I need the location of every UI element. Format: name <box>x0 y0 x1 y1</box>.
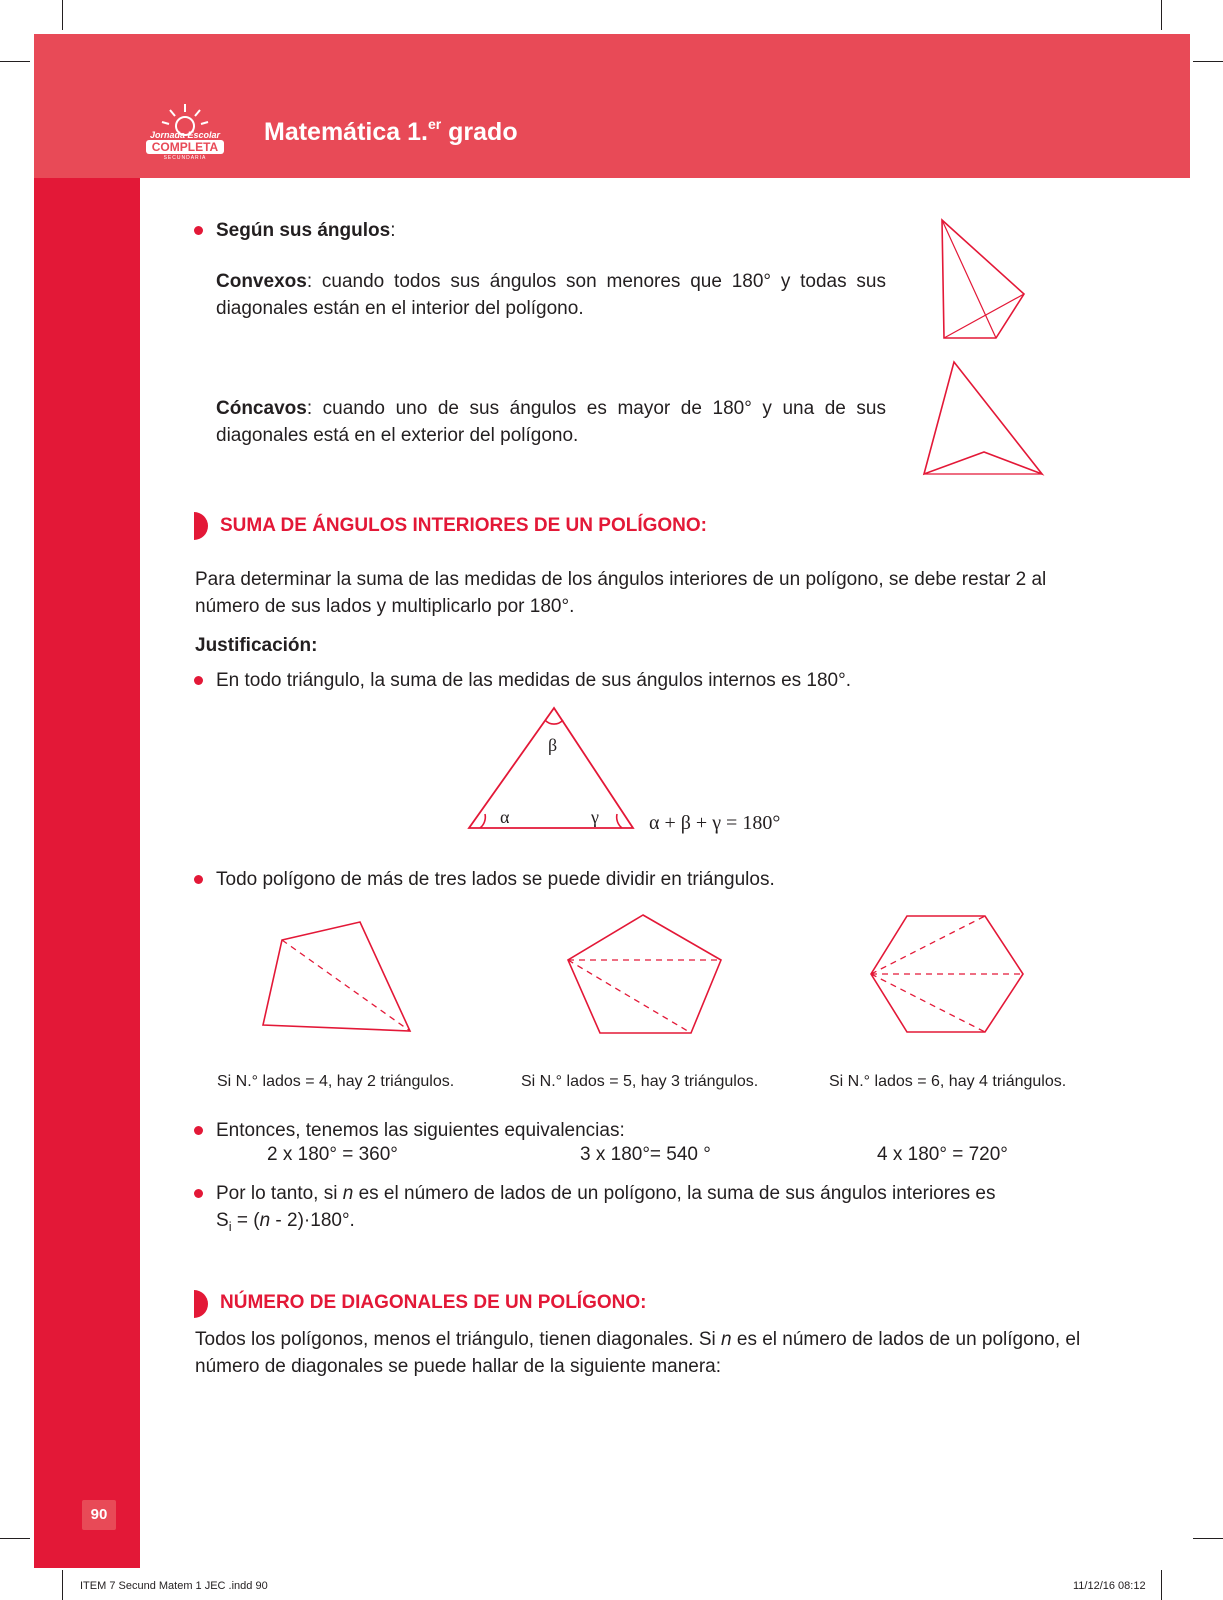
crop-mark <box>1161 1570 1162 1600</box>
triangle-equation: α + β + γ = 180° <box>649 812 781 834</box>
triangle-label-gamma: γ <box>591 807 599 827</box>
angles-heading <box>216 217 395 244</box>
crop-mark <box>1193 1538 1223 1539</box>
convexos-paragraph <box>216 268 886 322</box>
bullet-polygon-divide: Todo polígono de más de tres lados se puede dividir en triángulos. <box>216 866 775 893</box>
bullet-triangle: En todo triángulo, la suma de las medidas de sus ángulos internos es 180°. <box>216 667 851 694</box>
bullet-equivalences: Entonces, tenemos las siguientes equivalencias: <box>216 1117 625 1144</box>
formula-s: S <box>216 1210 229 1231</box>
file-slug: ITEM 7 Secund Matem 1 JEC .indd 90 <box>80 1580 268 1592</box>
section-marker <box>194 1290 208 1318</box>
hexagon-figure <box>875 914 1025 1039</box>
logo-line1: Jornada Escolar <box>149 130 221 140</box>
convexos-label: Convexos <box>216 271 307 292</box>
page-title <box>264 118 518 147</box>
angles-heading-bold: Según sus ángulos <box>216 220 391 241</box>
title-superscript: er <box>427 116 442 132</box>
equivalence-5: 3 x 180°= 540 ° <box>580 1144 711 1165</box>
diagonales-section-title: NÚMERO DE DIAGONALES DE UN POLÍGONO: <box>220 1292 647 1313</box>
diagonales-text <box>195 1326 1095 1380</box>
formula-intro-n: n <box>342 1183 354 1204</box>
logo <box>142 98 228 164</box>
diagonales-text-pre: Todos los polígonos, menos el triángulo, tienen diagonales. Si <box>195 1329 722 1350</box>
crop-mark <box>62 0 63 30</box>
bullet-sum-formula <box>216 1180 1046 1207</box>
diagonales-text-n: n <box>721 1329 732 1350</box>
caption-pentagon: Si N.° lados = 5, hay 3 triángulos. <box>521 1073 759 1090</box>
section-marker <box>194 512 208 540</box>
crop-mark <box>0 1538 30 1539</box>
formula-eq: = ( <box>231 1210 260 1231</box>
suma-intro: Para determinar la suma de las medidas de los ángulos interiores de un polígono, se debe restar 2 al número de sus lados y multiplicarlo por 180°. <box>195 569 1047 617</box>
crop-mark <box>1161 0 1162 30</box>
equivalence-6: 4 x 180° = 720° <box>877 1144 1008 1165</box>
triangle-label-alpha: α <box>500 807 510 827</box>
formula-n: n <box>259 1210 271 1231</box>
pentagon-figure <box>564 913 729 1038</box>
justificacion-label: Justificación: <box>195 635 318 656</box>
concave-quadrilateral-figure <box>920 360 1045 480</box>
suma-section-title: SUMA DE ÁNGULOS INTERIORES DE UN POLÍGONO: <box>220 515 707 536</box>
formula-rest: - 2)·180°. <box>270 1210 355 1231</box>
caption-hexagon: Si N.° lados = 6, hay 4 triángulos. <box>829 1073 1067 1090</box>
concavos-paragraph <box>216 395 886 449</box>
crop-mark <box>0 61 30 62</box>
page-number: 90 <box>82 1500 116 1530</box>
title-end: grado <box>441 118 518 146</box>
sum-formula <box>216 1207 355 1240</box>
formula-sub: i <box>228 1218 232 1234</box>
date-slug: 11/12/16 08:12 <box>1073 1580 1146 1592</box>
page-sidebar <box>34 178 140 1568</box>
angles-heading-colon: : <box>390 220 396 241</box>
formula-intro-post: es el número de lados de un polígono, la suma de sus ángulos interiores es <box>353 1183 996 1204</box>
title-main: Matemática 1. <box>264 118 428 146</box>
concavos-text: : cuando uno de sus ángulos es mayor de 180° y una de sus diagonales está en el exterior del polígono. <box>216 398 886 446</box>
caption-quadrilateral: Si N.° lados = 4, hay 2 triángulos. <box>217 1073 455 1090</box>
concavos-label: Cóncavos <box>216 398 307 419</box>
equivalence-4: 2 x 180° = 360° <box>267 1144 398 1165</box>
crop-mark <box>62 1570 63 1600</box>
triangle-label-beta: β <box>548 735 558 755</box>
logo-line3: SECUNDARIA <box>163 155 207 161</box>
convexos-text: : cuando todos sus ángulos son menores que 180° y todas sus diagonales están en el interior del polígono. <box>216 271 886 319</box>
quadrilateral-figure <box>260 915 420 1040</box>
crop-mark <box>1193 61 1223 62</box>
formula-intro-pre: Por lo tanto, si <box>216 1183 343 1204</box>
diagonales-text-post: es el número de lados de un polígono, el número de diagonales se puede hallar de la siguiente manera: <box>195 1329 1081 1377</box>
convex-quadrilateral-figure <box>936 218 1036 343</box>
logo-line2: COMPLETA <box>146 140 224 154</box>
